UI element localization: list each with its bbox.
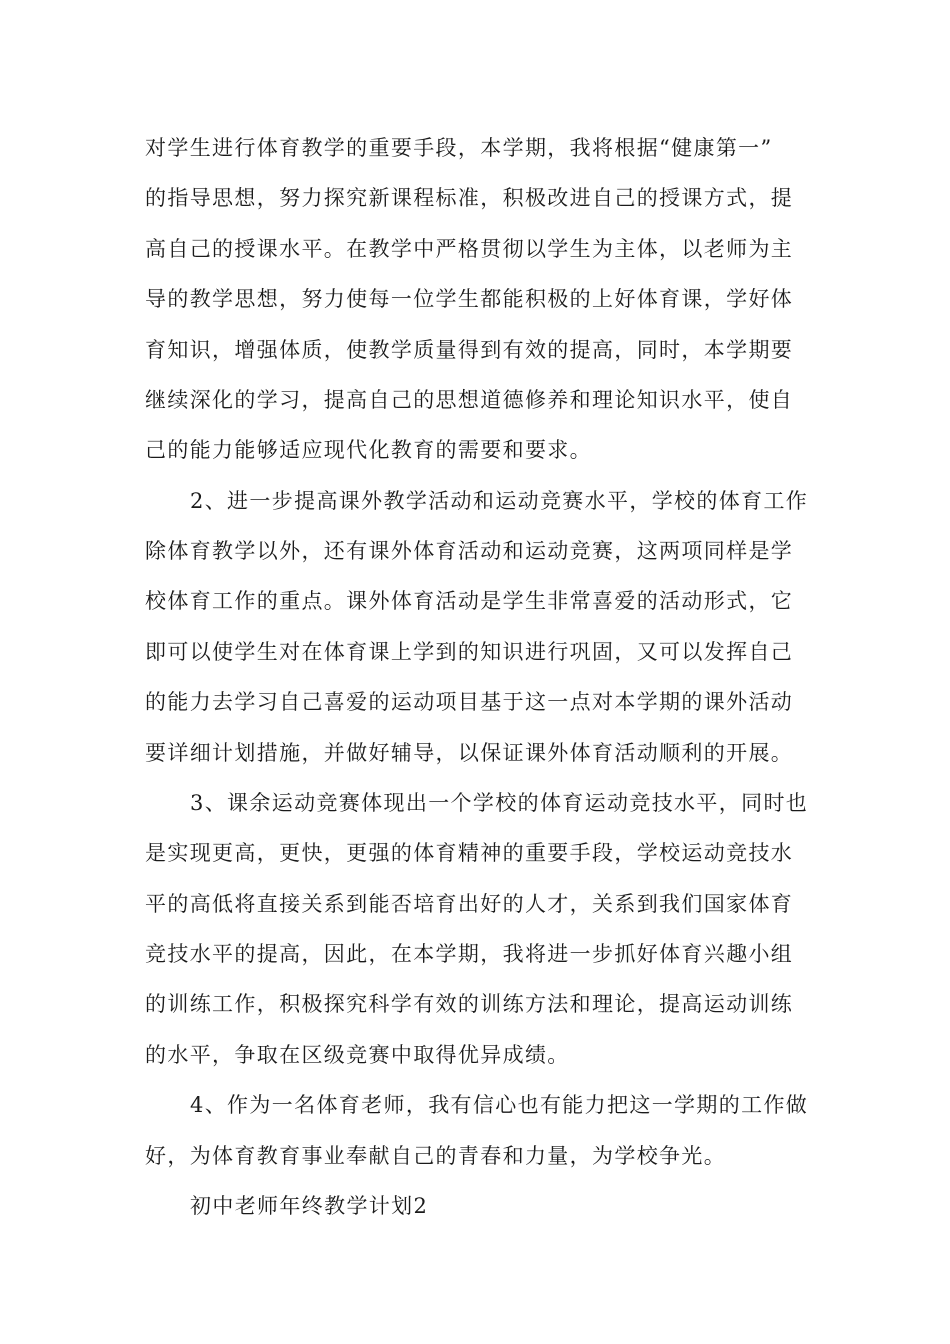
paragraph-2-first-line: 2、进一步提高课外教学活动和运动竞赛水平，学校的体育工作: [190, 489, 809, 513]
text-line: 的指导思想，努力探究新课程标准，积极改进自己的授课方式，提: [145, 186, 794, 210]
paragraph-4-first-line: 4、作为一名体育老师，我有信心也有能力把这一学期的工作做: [190, 1093, 809, 1117]
text-line: 平的高低将直接关系到能否培育出好的人才，关系到我们国家体育: [145, 892, 794, 916]
text-line: 要详细计划措施，并做好辅导，以保证课外体育活动顺利的开展。: [145, 741, 794, 765]
text-line: 除体育教学以外，还有课外体育活动和运动竞赛，这两项同样是学: [145, 539, 794, 563]
text-line: 的水平，争取在区级竞赛中取得优异成绩。: [145, 1043, 570, 1067]
text-line: 高自己的授课水平。在教学中严格贯彻以学生为主体，以老师为主: [145, 237, 794, 261]
text-line: 竞技水平的提高，因此，在本学期，我将进一步抓好体育兴趣小组: [145, 942, 794, 966]
text-line: 的能力去学习自己喜爱的运动项目基于这一点对本学期的课外活动: [145, 690, 794, 714]
text-line: 好，为体育教育事业奉献自己的青春和力量，为学校争光。: [145, 1144, 727, 1168]
paragraph-3-first-line: 3、课余运动竞赛体现出一个学校的体育运动竞技水平，同时也: [190, 791, 809, 815]
text-line: 导的教学思想，努力使每一位学生都能积极的上好体育课，学好体: [145, 287, 794, 311]
text-line: 对学生进行体育教学的重要手段，本学期，我将根据“健康第一”: [145, 136, 773, 160]
text-line: 的训练工作，积极探究科学有效的训练方法和理论，提高运动训练: [145, 992, 794, 1016]
text-line: 育知识，增强体质，使教学质量得到有效的提高，同时，本学期要: [145, 338, 794, 362]
text-line: 继续深化的学习，提高自己的思想道德修养和理论知识水平，使自: [145, 388, 794, 412]
text-line: 己的能力能够适应现代化教育的需要和要求。: [145, 438, 592, 462]
text-line: 校体育工作的重点。课外体育活动是学生非常喜爱的活动形式，它: [145, 589, 794, 613]
text-line: 即可以使学生对在体育课上学到的知识进行巩固，又可以发挥自己: [145, 640, 794, 664]
section-heading: 初中老师年终教学计划2: [190, 1194, 429, 1218]
text-line: 是实现更高，更快，更强的体育精神的重要手段，学校运动竞技水: [145, 841, 794, 865]
